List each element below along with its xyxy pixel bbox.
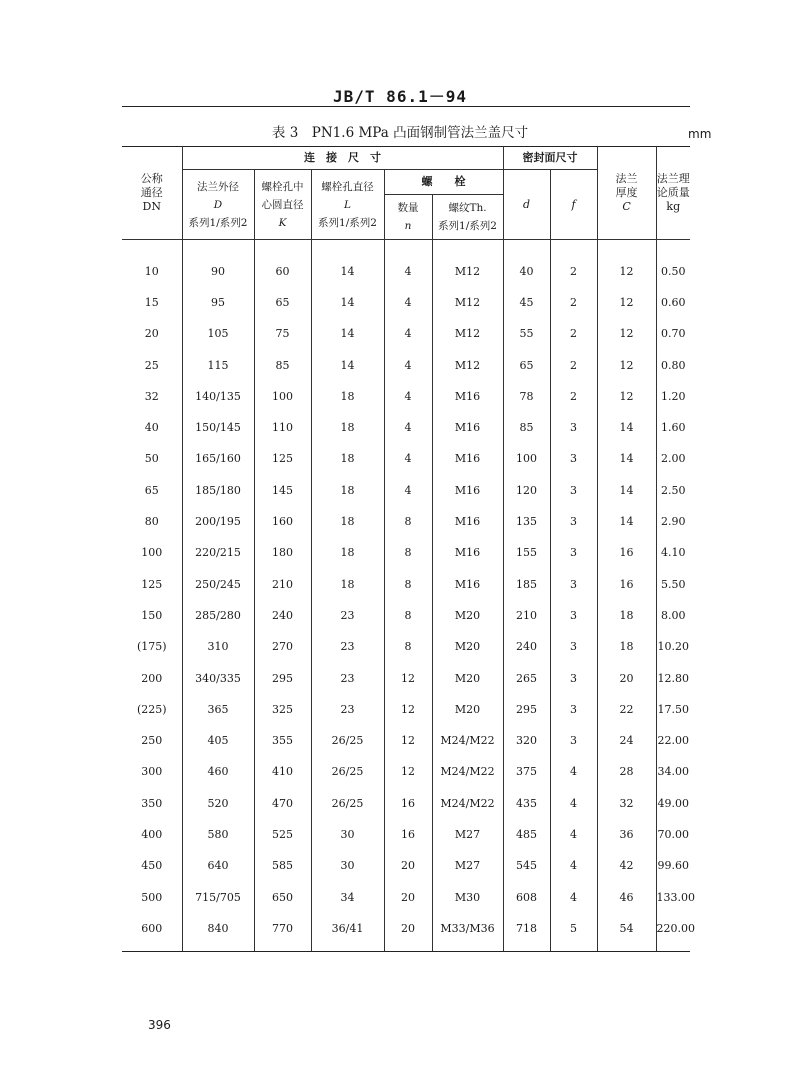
- cell-bolt-count: 4: [384, 475, 432, 506]
- cell-thickness: 14: [597, 506, 656, 537]
- header-mass-line1: 法兰理: [656, 172, 690, 185]
- table-row: [122, 788, 690, 819]
- cell-bolt-count: 16: [384, 788, 432, 819]
- cell-bolt-circle: 125: [254, 444, 311, 475]
- cell-thread: M16: [432, 475, 503, 506]
- cell-outer-diameter: 520: [182, 788, 254, 819]
- header-outer-diameter: [182, 170, 254, 240]
- cell-dn: (225): [122, 694, 182, 725]
- cell-outer-diameter: 340/335: [182, 663, 254, 694]
- header-bolt-hole-line2: L: [344, 198, 351, 211]
- header-thickness-line2: 厚度: [615, 186, 638, 199]
- cell-dn: 25: [122, 350, 182, 381]
- cell-bolt-circle: 110: [254, 412, 311, 443]
- cell-bolt-hole: 14: [311, 319, 384, 350]
- cell-mass: 8.00: [661, 608, 686, 622]
- cell-seal-f: 2: [550, 381, 597, 412]
- cell-thickness: 14: [597, 475, 656, 506]
- table-row: [122, 444, 690, 475]
- cell-seal-f: 3: [550, 694, 597, 725]
- cell-outer-diameter: 150/145: [182, 412, 254, 443]
- cell-mass: 17.50: [657, 702, 690, 716]
- header-outer-diameter-line1: 法兰外径: [197, 180, 239, 193]
- cell-mass: 34.00: [657, 765, 690, 779]
- cell-dn: 400: [122, 819, 182, 850]
- cell-bolt-hole: 34: [311, 882, 384, 913]
- cell-bolt-count: 8: [384, 632, 432, 663]
- cell-dn: 40: [122, 412, 182, 443]
- table-row: [122, 412, 690, 443]
- cell-bolt-hole: 23: [311, 694, 384, 725]
- cell-seal-f: 2: [550, 256, 597, 287]
- cell-outer-diameter: 90: [182, 256, 254, 287]
- cell-thickness: 12: [597, 381, 656, 412]
- cell-seal-f: 3: [550, 569, 597, 600]
- cell-outer-diameter: 405: [182, 725, 254, 756]
- cell-bolt-circle: 240: [254, 600, 311, 631]
- cell-seal-d: 485: [503, 819, 550, 850]
- cell-dn: 350: [122, 788, 182, 819]
- header-dn-line2: 通径: [140, 186, 163, 199]
- header-bolt-circle-line1: 螺栓孔中: [261, 180, 304, 193]
- cell-outer-diameter: 200/195: [182, 506, 254, 537]
- cell-thread: M12: [432, 287, 503, 318]
- cell-bolt-hole: 23: [311, 663, 384, 694]
- cell-bolt-count: 8: [384, 569, 432, 600]
- cell-bolt-count: 12: [384, 694, 432, 725]
- cell-mass: 0.50: [661, 264, 686, 278]
- table-row: [122, 725, 690, 756]
- header-thickness-line3: C: [622, 200, 631, 213]
- cell-thread: M33/M36: [432, 913, 503, 944]
- cell-mass: 12.80: [657, 671, 690, 685]
- cell-thread: M27: [432, 851, 503, 882]
- cell-mass: 1.60: [661, 421, 686, 435]
- cell-seal-f: 2: [550, 350, 597, 381]
- cell-outer-diameter: 140/135: [182, 381, 254, 412]
- cell-bolt-circle: 525: [254, 819, 311, 850]
- header-mass-line3: kg: [666, 200, 681, 213]
- header-outer-diameter-line2: D: [213, 198, 223, 211]
- header-thread-line1: 螺纹Th.: [448, 202, 487, 214]
- header-bolt-circle-line3: K: [278, 216, 287, 229]
- cell-seal-f: 3: [550, 538, 597, 569]
- cell-seal-d: 608: [503, 882, 550, 913]
- cell-seal-f: 3: [550, 725, 597, 756]
- cell-thread: M20: [432, 663, 503, 694]
- cell-outer-diameter: 580: [182, 819, 254, 850]
- cell-thread: M12: [432, 350, 503, 381]
- cell-bolt-circle: 355: [254, 725, 311, 756]
- header-connection: 连 接 尺 寸: [182, 147, 503, 170]
- cell-bolt-circle: 160: [254, 506, 311, 537]
- cell-seal-d: 240: [503, 632, 550, 663]
- table-row: [122, 506, 690, 537]
- header-thread: [432, 195, 503, 240]
- cell-thickness: 36: [597, 819, 656, 850]
- cell-bolt-count: 4: [384, 256, 432, 287]
- cell-bolt-count: 20: [384, 882, 432, 913]
- cell-thread: M24/M22: [432, 757, 503, 788]
- cell-bolt-circle: 325: [254, 694, 311, 725]
- table-row: [122, 757, 690, 788]
- cell-thickness: 18: [597, 632, 656, 663]
- cell-mass: 2.90: [661, 515, 686, 529]
- table-row: [122, 694, 690, 725]
- cell-seal-d: 120: [503, 475, 550, 506]
- cell-mass: 220.00: [656, 921, 696, 935]
- table-row: [122, 632, 690, 663]
- cell-outer-diameter: 460: [182, 757, 254, 788]
- table-row: [122, 538, 690, 569]
- document-header: JB/T 86.1－94: [333, 87, 467, 106]
- cell-mass: 0.60: [661, 295, 686, 309]
- cell-outer-diameter: 115: [182, 350, 254, 381]
- cell-dn: 450: [122, 851, 182, 882]
- cell-thread: M16: [432, 381, 503, 412]
- cell-bolt-circle: 60: [254, 256, 311, 287]
- cell-bolt-circle: 410: [254, 757, 311, 788]
- cell-outer-diameter: 185/180: [182, 475, 254, 506]
- cell-thickness: 12: [597, 256, 656, 287]
- table-row: [122, 913, 690, 944]
- cell-outer-diameter: 840: [182, 913, 254, 944]
- cell-seal-d: 320: [503, 725, 550, 756]
- cell-thread: M12: [432, 256, 503, 287]
- cell-seal-f: 2: [550, 319, 597, 350]
- cell-mass: 5.50: [661, 577, 686, 591]
- cell-dn: 250: [122, 725, 182, 756]
- cell-bolt-circle: 180: [254, 538, 311, 569]
- closing-row: [122, 945, 690, 952]
- cell-seal-d: 100: [503, 444, 550, 475]
- cell-seal-f: 3: [550, 600, 597, 631]
- header-count-line1: 数量: [397, 202, 419, 214]
- cell-dn: (175): [122, 632, 182, 663]
- cell-bolt-hole: 18: [311, 506, 384, 537]
- cell-bolt-count: 4: [384, 444, 432, 475]
- table-caption: 表 3 PN1.6 MPa 凸面钢制管法兰盖尺寸: [271, 125, 529, 141]
- cell-bolt-hole: 14: [311, 256, 384, 287]
- header-count: [384, 195, 432, 240]
- cell-bolt-circle: 65: [254, 287, 311, 318]
- cell-seal-d: 45: [503, 287, 550, 318]
- header-bolt-hole-line3: 系列1/系列2: [318, 216, 377, 229]
- cell-seal-d: 55: [503, 319, 550, 350]
- cell-seal-f: 4: [550, 788, 597, 819]
- cell-thread: M30: [432, 882, 503, 913]
- table-row: [122, 663, 690, 694]
- header-bolt-hole-line1: 螺栓孔直径: [321, 180, 374, 193]
- header-dn-line3: DN: [142, 200, 161, 213]
- cell-bolt-count: 20: [384, 913, 432, 944]
- cell-bolt-circle: 100: [254, 381, 311, 412]
- cell-dn: 80: [122, 506, 182, 537]
- cell-bolt-hole: 18: [311, 444, 384, 475]
- cell-outer-diameter: 105: [182, 319, 254, 350]
- header-thread-line2: 系列1/系列2: [438, 220, 497, 232]
- cell-bolt-hole: 18: [311, 538, 384, 569]
- header-outer-diameter-line3: 系列1/系列2: [188, 216, 248, 229]
- cell-bolt-count: 8: [384, 506, 432, 537]
- cell-bolt-circle: 270: [254, 632, 311, 663]
- cell-thickness: 16: [597, 538, 656, 569]
- table-row: [122, 600, 690, 631]
- cell-bolt-hole: 30: [311, 851, 384, 882]
- cell-dn: 125: [122, 569, 182, 600]
- cell-outer-diameter: 715/705: [182, 882, 254, 913]
- cell-seal-d: 210: [503, 600, 550, 631]
- unit-label: mm: [688, 127, 712, 141]
- cell-seal-d: 545: [503, 851, 550, 882]
- table-row: [122, 819, 690, 850]
- cell-thickness: 54: [597, 913, 656, 944]
- cell-mass: 1.20: [661, 389, 686, 403]
- cell-seal-f: 4: [550, 819, 597, 850]
- cell-outer-diameter: 220/215: [182, 538, 254, 569]
- header-d: d: [503, 170, 550, 240]
- cell-dn: 150: [122, 600, 182, 631]
- cell-dn: 600: [122, 913, 182, 944]
- cell-thickness: 32: [597, 788, 656, 819]
- table-row: [122, 350, 690, 381]
- cell-bolt-hole: 36/41: [311, 913, 384, 944]
- header-dn: [122, 147, 182, 240]
- cell-seal-d: 135: [503, 506, 550, 537]
- cell-seal-d: 40: [503, 256, 550, 287]
- cell-bolt-circle: 470: [254, 788, 311, 819]
- cell-seal-d: 435: [503, 788, 550, 819]
- cell-thickness: 46: [597, 882, 656, 913]
- cell-bolt-hole: 18: [311, 569, 384, 600]
- cell-seal-d: 718: [503, 913, 550, 944]
- cell-thickness: 12: [597, 350, 656, 381]
- table-row: [122, 256, 690, 287]
- cell-thickness: 28: [597, 757, 656, 788]
- cell-outer-diameter: 250/245: [182, 569, 254, 600]
- cell-bolt-hole: 18: [311, 475, 384, 506]
- cell-thread: M24/M22: [432, 725, 503, 756]
- table-row: [122, 381, 690, 412]
- cell-bolt-count: 12: [384, 663, 432, 694]
- cell-thread: M20: [432, 600, 503, 631]
- cell-thickness: 12: [597, 319, 656, 350]
- header-dn-line1: 公称: [140, 172, 163, 185]
- cell-mass: 0.80: [661, 358, 686, 372]
- cell-bolt-hole: 23: [311, 632, 384, 663]
- cell-seal-f: 3: [550, 663, 597, 694]
- cell-dn: 200: [122, 663, 182, 694]
- cell-seal-f: 4: [550, 757, 597, 788]
- table-row: [122, 882, 690, 913]
- cell-seal-d: 265: [503, 663, 550, 694]
- cell-thickness: 42: [597, 851, 656, 882]
- cell-thread: M20: [432, 632, 503, 663]
- page-number: 396: [148, 1018, 171, 1032]
- table-row: [122, 319, 690, 350]
- cell-bolt-count: 4: [384, 350, 432, 381]
- cell-bolt-circle: 210: [254, 569, 311, 600]
- cell-outer-diameter: 640: [182, 851, 254, 882]
- cell-bolt-hole: 26/25: [311, 757, 384, 788]
- cell-bolt-count: 12: [384, 725, 432, 756]
- cell-thread: M16: [432, 412, 503, 443]
- cell-bolt-circle: 585: [254, 851, 311, 882]
- cell-outer-diameter: 285/280: [182, 600, 254, 631]
- cell-thread: M20: [432, 694, 503, 725]
- cell-dn: 15: [122, 287, 182, 318]
- cell-bolt-hole: 14: [311, 350, 384, 381]
- cell-bolt-circle: 295: [254, 663, 311, 694]
- cell-dn: 50: [122, 444, 182, 475]
- cell-mass: 4.10: [661, 546, 686, 560]
- cell-outer-diameter: 95: [182, 287, 254, 318]
- cell-thread: M24/M22: [432, 788, 503, 819]
- cell-mass: 2.00: [661, 452, 686, 466]
- cell-bolt-hole: 14: [311, 287, 384, 318]
- cell-dn: 500: [122, 882, 182, 913]
- cell-outer-diameter: 310: [182, 632, 254, 663]
- cell-thickness: 18: [597, 600, 656, 631]
- header-bolt-circle: [254, 170, 311, 240]
- cell-outer-diameter: 365: [182, 694, 254, 725]
- cell-seal-f: 5: [550, 913, 597, 944]
- cell-bolt-count: 4: [384, 319, 432, 350]
- cell-seal-d: 78: [503, 381, 550, 412]
- cell-mass: 133.00: [656, 890, 696, 904]
- cell-seal-d: 295: [503, 694, 550, 725]
- cell-dn: 65: [122, 475, 182, 506]
- header-f: f: [550, 170, 597, 240]
- cell-bolt-circle: 650: [254, 882, 311, 913]
- cell-thickness: 24: [597, 725, 656, 756]
- cell-dn: 20: [122, 319, 182, 350]
- header-bolt-hole: [311, 170, 384, 240]
- cell-bolt-circle: 75: [254, 319, 311, 350]
- cell-bolt-count: 4: [384, 287, 432, 318]
- cell-thickness: 16: [597, 569, 656, 600]
- header-sealing: 密封面尺寸: [503, 147, 597, 170]
- cell-dn: 300: [122, 757, 182, 788]
- table-row: [122, 851, 690, 882]
- header-mass: [656, 147, 690, 240]
- cell-bolt-count: 20: [384, 851, 432, 882]
- cell-bolt-circle: 770: [254, 913, 311, 944]
- cell-seal-f: 3: [550, 632, 597, 663]
- cell-seal-f: 4: [550, 882, 597, 913]
- cell-thread: M16: [432, 444, 503, 475]
- table-row: [122, 569, 690, 600]
- cell-thickness: 22: [597, 694, 656, 725]
- cell-thread: M16: [432, 538, 503, 569]
- cell-dn: 100: [122, 538, 182, 569]
- cell-mass: 22.00: [657, 734, 690, 748]
- cell-bolt-circle: 85: [254, 350, 311, 381]
- cell-seal-d: 155: [503, 538, 550, 569]
- header-rule: [122, 106, 690, 107]
- cell-bolt-count: 4: [384, 381, 432, 412]
- cell-thread: M16: [432, 506, 503, 537]
- cell-seal-f: 3: [550, 444, 597, 475]
- cell-seal-f: 3: [550, 506, 597, 537]
- cell-bolt-count: 8: [384, 600, 432, 631]
- cell-seal-d: 185: [503, 569, 550, 600]
- cell-bolt-count: 4: [384, 412, 432, 443]
- cell-seal-d: 375: [503, 757, 550, 788]
- cell-bolt-hole: 18: [311, 412, 384, 443]
- header-bolt-circle-line2: 心圆直径: [261, 198, 304, 211]
- cell-mass: 99.60: [657, 859, 690, 873]
- cell-mass: 70.00: [657, 827, 690, 841]
- header-bolt: 螺 栓: [384, 170, 503, 195]
- cell-thickness: 14: [597, 412, 656, 443]
- cell-thickness: 20: [597, 663, 656, 694]
- cell-bolt-circle: 145: [254, 475, 311, 506]
- cell-mass: 10.20: [657, 640, 690, 654]
- cell-thickness: 14: [597, 444, 656, 475]
- header-mass-line2: 论质量: [656, 186, 690, 199]
- cell-bolt-hole: 26/25: [311, 725, 384, 756]
- cell-mass: 0.70: [661, 327, 686, 341]
- header-thickness: [597, 147, 656, 240]
- cell-bolt-count: 12: [384, 757, 432, 788]
- cell-seal-f: 3: [550, 475, 597, 506]
- cell-thickness: 12: [597, 287, 656, 318]
- cell-seal-f: 3: [550, 412, 597, 443]
- cell-bolt-hole: 26/25: [311, 788, 384, 819]
- table-row: [122, 475, 690, 506]
- cell-seal-f: 2: [550, 287, 597, 318]
- cell-bolt-hole: 18: [311, 381, 384, 412]
- cell-dn: 32: [122, 381, 182, 412]
- cell-bolt-count: 16: [384, 819, 432, 850]
- cell-thread: M16: [432, 569, 503, 600]
- cell-seal-d: 85: [503, 412, 550, 443]
- cell-mass: 2.50: [661, 483, 686, 497]
- flange-dimension-table: [122, 146, 696, 952]
- cell-bolt-hole: 30: [311, 819, 384, 850]
- cell-bolt-hole: 23: [311, 600, 384, 631]
- spacer-row: [122, 240, 690, 257]
- cell-outer-diameter: 165/160: [182, 444, 254, 475]
- cell-mass: 49.00: [657, 796, 690, 810]
- table-row: [122, 287, 690, 318]
- cell-seal-f: 4: [550, 851, 597, 882]
- cell-bolt-count: 8: [384, 538, 432, 569]
- cell-seal-d: 65: [503, 350, 550, 381]
- cell-thread: M27: [432, 819, 503, 850]
- header-count-line2: n: [404, 220, 412, 232]
- cell-thread: M12: [432, 319, 503, 350]
- header-thickness-line1: 法兰: [615, 172, 638, 185]
- cell-dn: 10: [122, 256, 182, 287]
